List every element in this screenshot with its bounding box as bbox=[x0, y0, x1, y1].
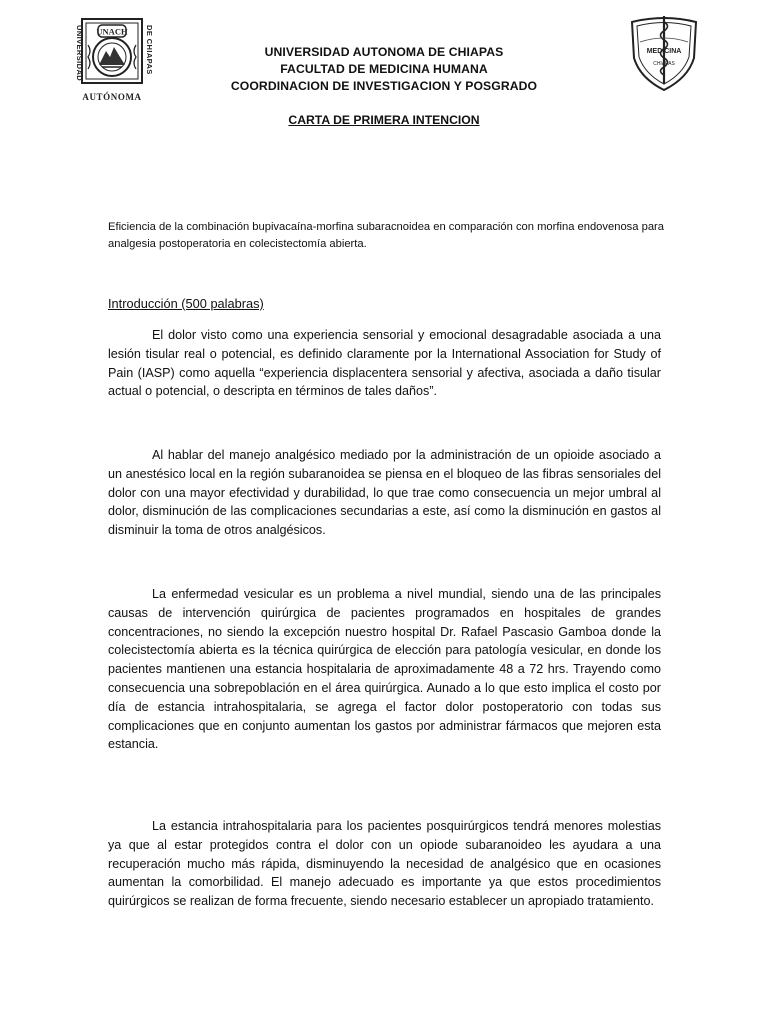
header-coordination: COORDINACION DE INVESTIGACION Y POSGRADO bbox=[230, 79, 538, 93]
seal-text-medicina: MEDICINA bbox=[646, 48, 682, 55]
medicine-caduceus-shield-icon bbox=[628, 12, 700, 92]
seal-text-chiapas: CHIAPAS bbox=[653, 61, 675, 67]
project-title: Eficiencia de la combinación bupivacaína-morfina subaracnoidea en comparación con morfina endovenosa para analgesia postoperatoria en colecistectomía abierta. bbox=[108, 221, 664, 250]
header-university: UNIVERSIDAD AUTONOMA DE CHIAPAS bbox=[264, 45, 504, 59]
unach-crest-icon bbox=[66, 15, 158, 105]
institution-header bbox=[200, 44, 568, 95]
paragraph-hospital-stay: La estancia intrahospitalaria para los pacientes posquirúrgicos tendrá menores molestias ya que al estar protegidos contra el dolor con un opiode subaranoideo les ayudara a una recuperación mucho más rápida, disminuyendo la necesidad de analgésico que en ocasiones aumentan la comorbilidad. El manejo adecuado es importante ya que estos procedimientos quirúrgicos se realizan de forma frecuente, siendo necesario establecer un apropiado tratamiento. bbox=[108, 819, 661, 909]
section-heading-introduction: Introducción (500 palabras) bbox=[108, 296, 264, 311]
seal-caption: AUTÓNOMA bbox=[82, 92, 142, 102]
paragraph-pain-definition: El dolor visto como una experiencia sensorial y emocional desagradable asociada a una lesión tisular real o potencial, es definido claramente por la International Association for Study of Pain (IASP) como aquella “experiencia displacentera sensorial y afectiva, asociada a daño tisular actual o potencial, o descripta en términos de tales daños”. bbox=[108, 328, 661, 399]
document-title: CARTA DE PRIMERA INTENCION bbox=[288, 113, 480, 127]
header-faculty: FACULTAD DE MEDICINA HUMANA bbox=[280, 62, 488, 76]
seal-text-right: DE CHIAPAS bbox=[145, 25, 154, 75]
seal-text-top: UNACH bbox=[96, 26, 128, 37]
paragraph-gallbladder-disease: La enfermedad vesicular es un problema a nivel mundial, siendo una de las principales causas de intervención quirúrgica de pacientes programados en hospitales de grandes concentraciones, no siendo la excepción nuestro hospital Dr. Rafael Pascasio Gamboa donde la colecistectomía abierta es la técnica quirúrgica de elección para patología vesicular, en donde los pacientes mantienen una estancia hospitalaria de aproximadamente 48 a 72 hrs. Trayendo como consecuencia una sobrepoblación en el área quirúrgica. Aunado a lo que esto implica el costo por día de estancia intrahospitalaria, se agrega el factor dolor postoperatorio con todas sus complicaciones que en conjunto aumentan los gastos por administrar fármacos que mejoren esta estancia. bbox=[108, 587, 661, 752]
seal-text-left: UNIVERSIDAD bbox=[75, 25, 84, 82]
paragraph-analgesic-management: Al hablar del manejo analgésico mediado por la administración de un opioide asociado a un anestésico local en la región subaranoidea se piensa en el bloqueo de las fibras sensoriales del dolor con una mayor efectividad y durabilidad, lo que trae como consecuencia un mejor umbral al dolor, disminución de las complicaciones secundarias a este, así como la disminución en gastos al disminuir la toma de otros analgésicos. bbox=[108, 448, 661, 538]
